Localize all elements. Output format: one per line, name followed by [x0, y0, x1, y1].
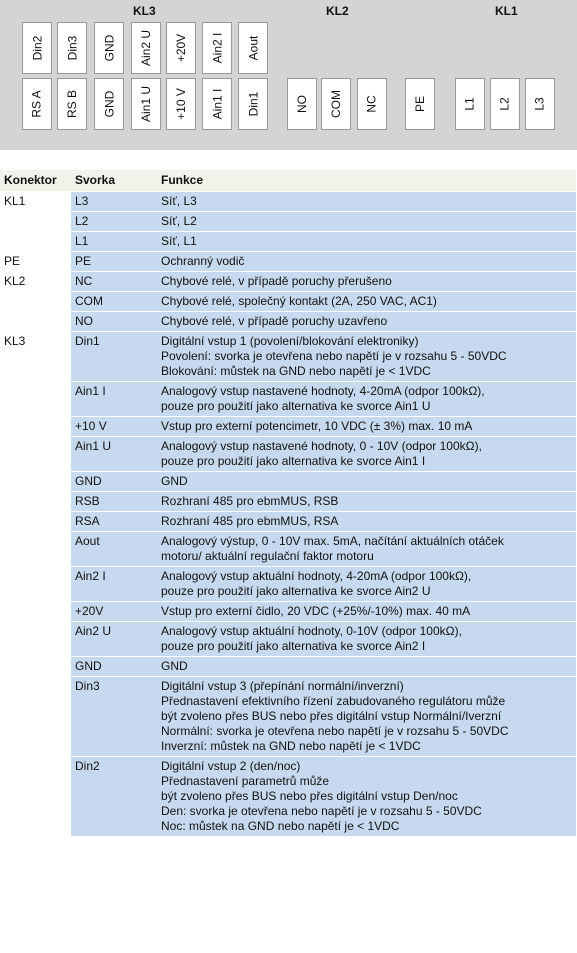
table-row — [0, 677, 576, 757]
cell-funkce — [157, 212, 576, 232]
funkce-line: pouze pro použití jako alternativa ke svorce Ain1 I — [161, 454, 426, 468]
cell-konektor: PE — [0, 252, 71, 272]
cell-svorka: L2 — [71, 212, 157, 232]
table-row — [0, 472, 576, 492]
group-label-kl1: KL1 — [495, 4, 518, 18]
funkce-line: Digitální vstup 1 (povolení/blokování elektroniky) — [161, 334, 419, 348]
table-body — [0, 192, 576, 837]
cell-funkce — [157, 567, 576, 602]
cell-funkce — [157, 437, 576, 472]
funkce-line: Povolení: svorka je otevřena nebo napětí je v rozsahu 5 - 50VDC — [161, 349, 507, 363]
cell-funkce — [157, 492, 576, 512]
table-row — [0, 622, 576, 657]
table-row — [0, 437, 576, 472]
terminal-label: GND — [101, 34, 116, 62]
cell-svorka: L1 — [71, 232, 157, 252]
cell-funkce — [157, 472, 576, 492]
terminal-l3 — [525, 78, 555, 130]
cell-funkce — [157, 757, 576, 837]
funkce-line: Vstup pro externí potencimetr, 10 VDC (± 3%) max. 10 mA — [161, 419, 473, 433]
cell-konektor — [0, 472, 71, 492]
funkce-line: Blokování: můstek na GND nebo napětí je < 1VDC — [161, 364, 431, 378]
funkce-line: Digitální vstup 2 (den/noc) — [161, 759, 301, 773]
cell-funkce — [157, 382, 576, 417]
cell-svorka: GND — [71, 657, 157, 677]
cell-svorka: Ain2 U — [71, 622, 157, 657]
terminal-20v — [166, 22, 196, 74]
group-label-kl2: KL2 — [326, 4, 349, 18]
funkce-line: Analogový vstup aktuální hodnoty, 0-10V (odpor 100kΩ), — [161, 624, 462, 638]
table-row — [0, 512, 576, 532]
funkce-line: Síť, L2 — [161, 214, 197, 228]
cell-konektor: KL2 — [0, 272, 71, 292]
cell-funkce — [157, 312, 576, 332]
table-row — [0, 602, 576, 622]
funkce-line: Síť, L3 — [161, 194, 197, 208]
cell-funkce — [157, 417, 576, 437]
terminal-label: +20V — [174, 33, 189, 63]
cell-svorka: NC — [71, 272, 157, 292]
funkce-line: pouze pro použití jako alternativa ke svorce Ain1 U — [161, 399, 431, 413]
cell-svorka: Din2 — [71, 757, 157, 837]
terminal-label: COM — [329, 90, 343, 118]
cell-konektor — [0, 567, 71, 602]
table-row — [0, 212, 576, 232]
cell-svorka: COM — [71, 292, 157, 312]
cell-svorka: GND — [71, 472, 157, 492]
cell-funkce — [157, 232, 576, 252]
cell-svorka: Din1 — [71, 332, 157, 382]
terminal-din3 — [57, 22, 87, 74]
terminal-label: Ain2 U — [139, 29, 153, 67]
cell-konektor — [0, 622, 71, 657]
terminal-nc — [357, 78, 387, 130]
funkce-line: Rozhraní 485 pro ebmMUS, RSA — [161, 514, 339, 528]
terminal-label: L1 — [462, 97, 477, 111]
terminal-gnd-top — [94, 22, 124, 74]
cell-konektor — [0, 312, 71, 332]
cell-svorka: NO — [71, 312, 157, 332]
funkce-line: Analogový vstup nastavené hodnoty, 0 - 10V (odpor 100kΩ), — [161, 439, 482, 453]
cell-svorka: RSB — [71, 492, 157, 512]
funkce-line: být zvoleno přes BUS nebo přes digitální vstup Normální/Iverzní — [161, 709, 502, 723]
funkce-line: Vstup pro externí čidlo, 20 VDC (+25%/-10%) max. 40 mA — [161, 604, 471, 618]
terminal-label: Ain1 U — [139, 85, 153, 123]
cell-svorka: Din3 — [71, 677, 157, 757]
cell-konektor — [0, 757, 71, 837]
cell-funkce — [157, 532, 576, 567]
terminal-10v — [166, 78, 196, 130]
cell-konektor — [0, 292, 71, 312]
terminal-din1 — [238, 78, 268, 130]
cell-konektor — [0, 512, 71, 532]
table-row — [0, 567, 576, 602]
cell-konektor — [0, 602, 71, 622]
terminal-rsa — [22, 78, 52, 130]
terminal-label: RS B — [65, 89, 80, 119]
cell-svorka: Ain1 U — [71, 437, 157, 472]
terminal-label: Ain2 I — [210, 32, 224, 64]
cell-svorka: L3 — [71, 192, 157, 212]
funkce-line: GND — [161, 659, 188, 673]
header-svorka: Svorka — [71, 170, 157, 192]
terminal-l2 — [490, 78, 520, 130]
cell-konektor: KL3 — [0, 332, 71, 382]
funkce-line: Normální: svorka je otevřena nebo napětí je v rozsahu 5 - 50VDC — [161, 724, 509, 738]
terminal-aout — [238, 22, 268, 74]
cell-konektor — [0, 382, 71, 417]
terminal-com — [321, 78, 351, 130]
table-row — [0, 382, 576, 417]
table-row — [0, 192, 576, 212]
funkce-line: pouze pro použití jako alternativa ke svorce Ain2 U — [161, 584, 431, 598]
cell-svorka: Ain1 I — [71, 382, 157, 417]
terminal-table — [0, 170, 576, 837]
table-row — [0, 657, 576, 677]
cell-konektor — [0, 677, 71, 757]
table-row — [0, 232, 576, 252]
funkce-line: motoru/ aktuální regulační faktor motoru — [161, 549, 374, 563]
terminal-label: Din2 — [30, 35, 44, 61]
terminal-label: Ain1 I — [210, 88, 224, 120]
funkce-line: Analogový vstup aktuální hodnoty, 4-20mA (odpor 100kΩ), — [161, 569, 472, 583]
terminal-rsb — [57, 78, 87, 130]
header-funkce: Funkce — [157, 170, 576, 192]
terminal-label: PE — [412, 95, 427, 113]
cell-funkce — [157, 512, 576, 532]
cell-funkce — [157, 332, 576, 382]
cell-funkce — [157, 192, 576, 212]
table-row — [0, 292, 576, 312]
cell-svorka: PE — [71, 252, 157, 272]
funkce-line: Přednastavení efektivního řízení zabudovaného regulátoru může — [161, 694, 506, 708]
funkce-line: Rozhraní 485 pro ebmMUS, RSB — [161, 494, 339, 508]
cell-svorka: Ain2 I — [71, 567, 157, 602]
terminal-label: NC — [365, 95, 379, 113]
funkce-line: Chybové relé, společný kontakt (2A, 250 VAC, AC1) — [161, 294, 437, 308]
cell-konektor — [0, 232, 71, 252]
cell-konektor — [0, 437, 71, 472]
cell-konektor — [0, 657, 71, 677]
table-row — [0, 492, 576, 512]
funkce-line: GND — [161, 474, 188, 488]
table-row — [0, 417, 576, 437]
cell-svorka: +20V — [71, 602, 157, 622]
funkce-line: Analogový výstup, 0 - 10V max. 5mA, načítání aktuálních otáček — [161, 534, 504, 548]
funkce-line: pouze pro použití jako alternativa ke svorce Ain2 I — [161, 639, 426, 653]
cell-funkce — [157, 252, 576, 272]
funkce-line: Chybové relé, v případě poruchy přerušeno — [161, 274, 392, 288]
terminal-gnd-bottom — [94, 78, 124, 130]
table-header-row — [0, 170, 576, 192]
funkce-line: Přednastavení parametrů může — [161, 774, 330, 788]
funkce-line: Ochranný vodič — [161, 254, 245, 268]
terminal-diagram — [0, 0, 577, 150]
cell-konektor — [0, 212, 71, 232]
terminal-ain1i — [202, 78, 232, 130]
terminal-label: Din1 — [246, 91, 260, 117]
table-row — [0, 272, 576, 292]
cell-svorka: +10 V — [71, 417, 157, 437]
cell-svorka: Aout — [71, 532, 157, 567]
cell-funkce — [157, 292, 576, 312]
cell-funkce — [157, 657, 576, 677]
terminal-ain1u — [131, 78, 161, 130]
funkce-line: Síť, L1 — [161, 234, 197, 248]
funkce-line: Den: svorka je otevřena nebo napětí je v rozsahu 5 - 50VDC — [161, 804, 482, 818]
cell-konektor — [0, 492, 71, 512]
funkce-line: být zvoleno přes BUS nebo přes digitální vstup Den/noc — [161, 789, 458, 803]
terminal-din2 — [22, 22, 52, 74]
funkce-line: Noc: můstek na GND nebo napětí je < 1VDC — [161, 819, 400, 833]
table-row — [0, 252, 576, 272]
table-row — [0, 312, 576, 332]
table-row — [0, 332, 576, 382]
cell-funkce — [157, 272, 576, 292]
funkce-line: Inverzní: můstek na GND nebo napětí je < 1VDC — [161, 739, 421, 753]
funkce-line: Chybové relé, v případě poruchy uzavřeno — [161, 314, 388, 328]
terminal-label: L2 — [497, 97, 512, 111]
cell-svorka: RSA — [71, 512, 157, 532]
funkce-line: Digitální vstup 3 (přepínání normální/inverzní) — [161, 679, 404, 693]
cell-konektor — [0, 417, 71, 437]
terminal-ain2i — [202, 22, 232, 74]
funkce-line: Analogový vstup nastavené hodnoty, 4-20mA (odpor 100kΩ), — [161, 384, 485, 398]
cell-funkce — [157, 622, 576, 657]
group-label-kl3: KL3 — [133, 4, 156, 18]
cell-konektor: KL1 — [0, 192, 71, 212]
terminal-label: RS A — [29, 90, 44, 118]
terminal-ain2u — [131, 22, 161, 74]
table-row — [0, 757, 576, 837]
terminal-label: GND — [101, 90, 116, 118]
header-konektor: Konektor — [0, 170, 71, 192]
terminal-pe — [405, 78, 435, 130]
terminal-label: Aout — [246, 35, 260, 61]
terminal-label: NO — [295, 95, 309, 113]
terminal-no — [287, 78, 317, 130]
terminal-l1 — [455, 78, 485, 130]
terminal-label: Din3 — [65, 35, 79, 61]
table-row — [0, 532, 576, 567]
cell-konektor — [0, 532, 71, 567]
cell-funkce — [157, 677, 576, 757]
terminal-label: L3 — [532, 97, 547, 111]
cell-funkce — [157, 602, 576, 622]
terminal-label: +10 V — [174, 88, 189, 120]
